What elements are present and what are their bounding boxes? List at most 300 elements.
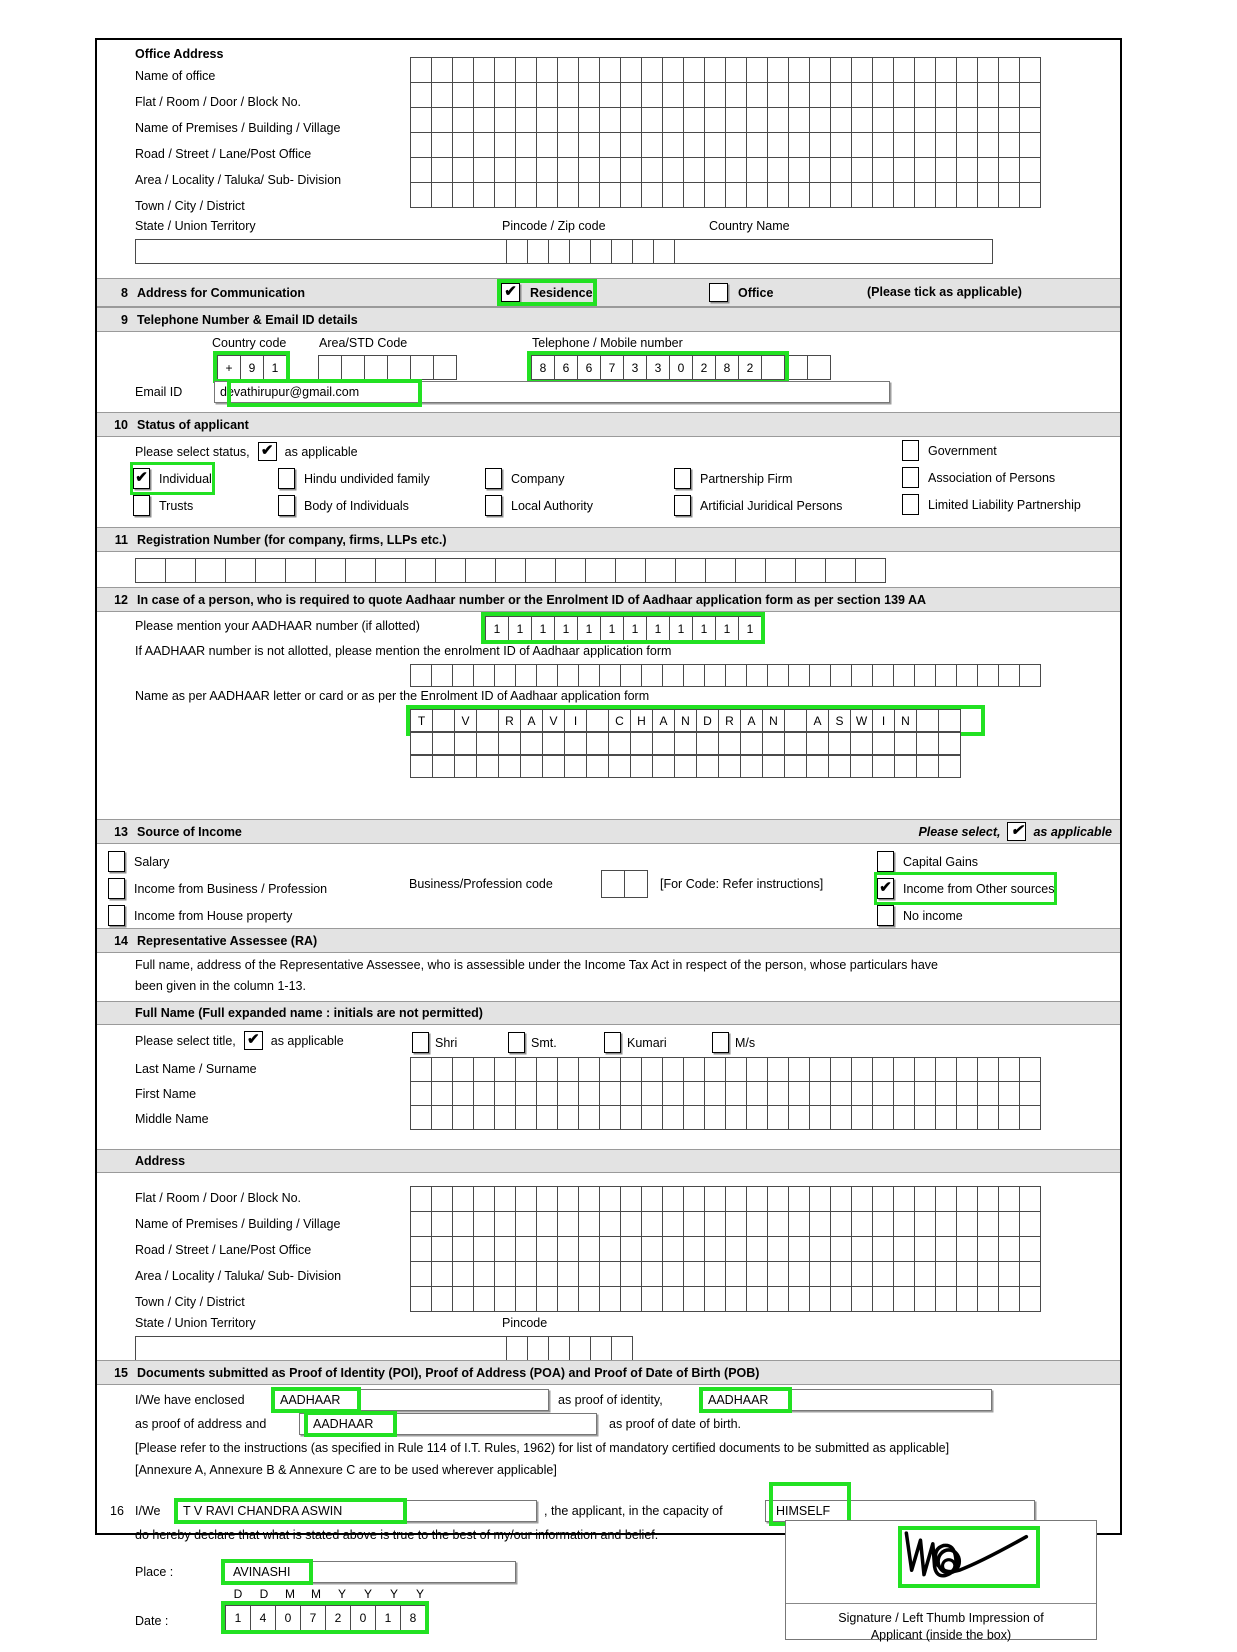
grid-cell[interactable] [788, 1286, 810, 1312]
grid-cell[interactable] [557, 57, 579, 83]
grid-cell[interactable] [893, 132, 915, 158]
grid-cell[interactable] [515, 157, 537, 183]
grid-cell[interactable] [914, 157, 936, 183]
grid-cell[interactable] [725, 1211, 747, 1237]
grid-cell[interactable] [536, 182, 558, 208]
grid-cell[interactable] [452, 82, 474, 108]
grid-cell[interactable] [536, 1105, 558, 1130]
grid-cell[interactable] [498, 755, 521, 778]
grid-cell[interactable] [762, 755, 785, 778]
grid-cell[interactable] [784, 709, 807, 732]
grid-cell[interactable]: 2 [692, 355, 716, 380]
grid-cell[interactable] [641, 57, 663, 83]
grid-cell[interactable] [611, 1336, 633, 1361]
grid-cell[interactable] [825, 558, 856, 583]
grid-cell[interactable] [515, 57, 537, 83]
grid-cell[interactable] [165, 558, 196, 583]
grid-cell[interactable] [515, 1105, 537, 1130]
grid-cell[interactable] [893, 57, 915, 83]
grid-cell[interactable] [494, 82, 516, 108]
grid-cell[interactable] [809, 1186, 831, 1212]
grid-cell[interactable] [872, 1236, 894, 1262]
grid-cell[interactable] [410, 157, 432, 183]
grid-cell[interactable] [641, 1105, 663, 1130]
grid-cell[interactable] [452, 57, 474, 83]
grid-cell[interactable] [662, 82, 684, 108]
grid-cell[interactable] [620, 157, 642, 183]
grid-cell[interactable] [851, 1081, 873, 1106]
grid-cell[interactable] [914, 664, 936, 687]
grid-cell[interactable] [683, 664, 705, 687]
status-option-trusts-checkbox[interactable] [133, 495, 150, 516]
grid-cell[interactable] [557, 1105, 579, 1130]
grid-cell[interactable] [767, 157, 789, 183]
title-option-shri-checkbox[interactable] [412, 1032, 429, 1053]
grid-cell[interactable] [641, 157, 663, 183]
grid-cell[interactable] [494, 107, 516, 133]
grid-cell[interactable] [1019, 157, 1041, 183]
grid-cell[interactable] [662, 1236, 684, 1262]
office-country-small-cells[interactable] [632, 239, 674, 263]
grid-cell[interactable] [515, 132, 537, 158]
grid-cell[interactable] [1019, 664, 1041, 687]
date-cells[interactable] [225, 1605, 425, 1630]
grid-cell[interactable] [599, 1105, 621, 1130]
grid-cell[interactable] [767, 1081, 789, 1106]
grid-cell[interactable] [599, 1286, 621, 1312]
status-option-limited-liability-partnership-checkbox[interactable] [902, 494, 919, 515]
grid-cell[interactable] [809, 107, 831, 133]
grid-cell[interactable]: 3 [623, 355, 647, 380]
grid-cell[interactable] [935, 57, 957, 83]
grid-cell[interactable] [872, 82, 894, 108]
grid-cell[interactable] [788, 182, 810, 208]
grid-cell[interactable] [630, 732, 653, 755]
grid-cell[interactable] [872, 182, 894, 208]
grid-cell[interactable] [620, 1057, 642, 1082]
grid-cell[interactable] [410, 355, 434, 380]
grid-cell[interactable] [914, 107, 936, 133]
grid-cell[interactable]: 1 [375, 1605, 401, 1631]
grid-cell[interactable]: 4 [250, 1605, 276, 1631]
grid-cell[interactable] [590, 1336, 612, 1361]
status-option-partnership-firm[interactable] [674, 465, 842, 492]
grid-cell[interactable]: N [674, 709, 697, 732]
grid-cell[interactable] [578, 107, 600, 133]
grid-cell[interactable] [893, 1261, 915, 1287]
grid-cell[interactable] [998, 157, 1020, 183]
grid-cell[interactable] [608, 732, 631, 755]
grid-cell[interactable] [494, 132, 516, 158]
grid-cell[interactable] [746, 1057, 768, 1082]
grid-cell[interactable]: 2 [738, 355, 762, 380]
grid-cell[interactable] [452, 1186, 474, 1212]
grid-cell[interactable] [662, 1081, 684, 1106]
grid-cell[interactable] [1019, 182, 1041, 208]
grid-cell[interactable] [683, 132, 705, 158]
grid-cell[interactable] [557, 157, 579, 183]
office-address-grid-row[interactable] [410, 57, 1040, 82]
grid-cell[interactable] [977, 182, 999, 208]
grid-cell[interactable] [662, 1261, 684, 1287]
office-pincode-cells[interactable] [506, 239, 632, 263]
grid-cell[interactable] [630, 755, 653, 778]
grid-cell[interactable] [454, 732, 477, 755]
grid-cell[interactable] [914, 1057, 936, 1082]
grid-cell[interactable] [476, 755, 499, 778]
grid-cell[interactable] [830, 1261, 852, 1287]
grid-cell[interactable] [683, 157, 705, 183]
grid-cell[interactable] [195, 558, 226, 583]
grid-cell[interactable] [1019, 132, 1041, 158]
grid-cell[interactable] [674, 732, 697, 755]
grid-cell[interactable] [830, 1286, 852, 1312]
grid-cell[interactable] [476, 732, 499, 755]
grid-cell[interactable] [683, 1261, 705, 1287]
grid-cell[interactable] [809, 664, 831, 687]
enrolment-id-cells[interactable] [410, 664, 1040, 686]
grid-cell[interactable] [938, 732, 961, 755]
grid-cell[interactable] [935, 82, 957, 108]
grid-cell[interactable] [704, 1057, 726, 1082]
grid-cell[interactable] [557, 1186, 579, 1212]
status-option-individual[interactable] [133, 465, 212, 492]
grid-cell[interactable]: 1 [577, 616, 601, 641]
grid-cell[interactable] [956, 57, 978, 83]
grid-cell[interactable] [585, 558, 616, 583]
grid-cell[interactable] [662, 157, 684, 183]
grid-cell[interactable] [620, 82, 642, 108]
grid-cell[interactable] [956, 1211, 978, 1237]
grid-cell[interactable] [410, 1236, 432, 1262]
grid-cell[interactable] [788, 1186, 810, 1212]
grid-cell[interactable] [851, 664, 873, 687]
grid-cell[interactable] [564, 732, 587, 755]
grid-cell[interactable]: I [872, 709, 895, 732]
pob-input[interactable] [299, 1413, 597, 1435]
grid-cell[interactable] [431, 1261, 453, 1287]
grid-cell[interactable]: 1 [600, 616, 624, 641]
grid-cell[interactable] [586, 732, 609, 755]
grid-cell[interactable]: 1 [646, 616, 670, 641]
grid-cell[interactable] [851, 82, 873, 108]
grid-cell[interactable] [515, 1211, 537, 1237]
grid-cell[interactable]: 1 [225, 1605, 251, 1631]
grid-cell[interactable] [788, 664, 810, 687]
office-address-grid-row[interactable] [410, 82, 1040, 107]
grid-cell[interactable] [893, 1186, 915, 1212]
office-country-input[interactable] [674, 239, 993, 264]
grid-cell[interactable] [893, 107, 915, 133]
grid-cell[interactable] [473, 157, 495, 183]
grid-cell[interactable] [767, 664, 789, 687]
grid-cell[interactable] [599, 1081, 621, 1106]
grid-cell[interactable] [285, 558, 316, 583]
grid-cell[interactable] [662, 1105, 684, 1130]
grid-cell[interactable] [557, 664, 579, 687]
grid-cell[interactable] [683, 1081, 705, 1106]
grid-cell[interactable] [135, 558, 166, 583]
grid-cell[interactable] [515, 107, 537, 133]
grid-cell[interactable] [788, 82, 810, 108]
grid-cell[interactable] [998, 664, 1020, 687]
grid-cell[interactable] [641, 1081, 663, 1106]
grid-cell[interactable] [998, 107, 1020, 133]
grid-cell[interactable] [527, 1336, 549, 1361]
grid-cell[interactable] [432, 732, 455, 755]
grid-cell[interactable]: 1 [692, 616, 716, 641]
grid-cell[interactable] [872, 157, 894, 183]
grid-cell[interactable] [683, 1057, 705, 1082]
grid-cell[interactable] [632, 239, 654, 264]
grid-cell[interactable] [788, 1236, 810, 1262]
place-input[interactable] [222, 1561, 516, 1583]
grid-cell[interactable] [784, 355, 808, 380]
grid-cell[interactable] [557, 1261, 579, 1287]
grid-cell[interactable] [431, 1286, 453, 1312]
grid-cell[interactable] [746, 1261, 768, 1287]
grid-cell[interactable] [410, 1186, 432, 1212]
grid-cell[interactable] [557, 1286, 579, 1312]
grid-cell[interactable] [599, 1261, 621, 1287]
grid-cell[interactable] [494, 1081, 516, 1106]
ra-address-grid-row[interactable] [410, 1286, 1040, 1311]
grid-cell[interactable] [683, 182, 705, 208]
grid-cell[interactable] [662, 182, 684, 208]
grid-cell[interactable] [548, 1336, 570, 1361]
grid-cell[interactable] [410, 1211, 432, 1237]
grid-cell[interactable] [956, 1236, 978, 1262]
grid-cell[interactable] [828, 755, 851, 778]
grid-cell[interactable] [341, 355, 365, 380]
status-option-local-authority[interactable] [485, 492, 593, 519]
grid-cell[interactable] [746, 182, 768, 208]
grid-cell[interactable] [872, 1286, 894, 1312]
grid-cell[interactable] [830, 1211, 852, 1237]
grid-cell[interactable]: 8 [531, 355, 555, 380]
grid-cell[interactable] [788, 1261, 810, 1287]
grid-cell[interactable] [735, 558, 766, 583]
grid-cell[interactable] [851, 1286, 873, 1312]
grid-cell[interactable]: A [652, 709, 675, 732]
grid-cell[interactable] [590, 239, 612, 264]
grid-cell[interactable] [788, 1105, 810, 1130]
grid-cell[interactable] [620, 182, 642, 208]
grid-cell[interactable] [662, 1057, 684, 1082]
grid-cell[interactable] [894, 732, 917, 755]
grid-cell[interactable] [809, 1105, 831, 1130]
grid-cell[interactable] [641, 1211, 663, 1237]
title-option-shri[interactable] [412, 1029, 508, 1056]
grid-cell[interactable] [914, 57, 936, 83]
grid-cell[interactable] [704, 1236, 726, 1262]
grid-cell[interactable] [725, 1186, 747, 1212]
grid-cell[interactable] [452, 664, 474, 687]
grid-cell[interactable] [578, 182, 600, 208]
grid-cell[interactable] [641, 82, 663, 108]
office-checkbox[interactable] [709, 283, 728, 302]
grid-cell[interactable] [998, 1236, 1020, 1262]
grid-cell[interactable] [935, 1236, 957, 1262]
grid-cell[interactable] [893, 664, 915, 687]
grid-cell[interactable]: 6 [577, 355, 601, 380]
grid-cell[interactable] [599, 1236, 621, 1262]
grid-cell[interactable] [599, 1211, 621, 1237]
grid-cell[interactable] [704, 1211, 726, 1237]
grid-cell[interactable] [641, 1261, 663, 1287]
grid-cell[interactable] [586, 709, 609, 732]
grid-cell[interactable] [431, 82, 453, 108]
grid-cell[interactable] [916, 755, 939, 778]
grid-cell[interactable] [788, 157, 810, 183]
title-option-kumari-checkbox[interactable] [604, 1032, 621, 1053]
grid-cell[interactable] [893, 82, 915, 108]
grid-cell[interactable] [767, 1057, 789, 1082]
grid-cell[interactable] [599, 664, 621, 687]
grid-cell[interactable] [494, 157, 516, 183]
grid-cell[interactable] [345, 558, 376, 583]
grid-cell[interactable] [683, 107, 705, 133]
grid-cell[interactable] [599, 82, 621, 108]
grid-cell[interactable] [809, 182, 831, 208]
grid-cell[interactable] [473, 664, 495, 687]
grid-cell[interactable] [767, 182, 789, 208]
grid-cell[interactable] [872, 132, 894, 158]
ra-address-grid[interactable] [410, 1186, 1040, 1311]
grid-cell[interactable] [767, 1105, 789, 1130]
poa-input[interactable] [702, 1389, 992, 1411]
grid-cell[interactable] [851, 1211, 873, 1237]
grid-cell[interactable] [977, 1081, 999, 1106]
aadhaar-name-cells[interactable] [410, 709, 960, 731]
grid-cell[interactable] [998, 1186, 1020, 1212]
grid-cell[interactable] [914, 1186, 936, 1212]
grid-cell[interactable] [473, 132, 495, 158]
grid-cell[interactable] [935, 157, 957, 183]
ra-address-grid-row[interactable] [410, 1261, 1040, 1286]
grid-cell[interactable] [473, 57, 495, 83]
grid-cell[interactable]: W [850, 709, 873, 732]
grid-cell[interactable] [762, 732, 785, 755]
grid-cell[interactable] [809, 1057, 831, 1082]
grid-cell[interactable]: 0 [669, 355, 693, 380]
grid-cell[interactable] [893, 1057, 915, 1082]
ra-address-grid-row[interactable] [410, 1186, 1040, 1211]
grid-cell[interactable] [506, 1336, 528, 1361]
grid-cell[interactable] [767, 82, 789, 108]
grid-cell[interactable] [611, 239, 633, 264]
grid-cell[interactable]: N [894, 709, 917, 732]
grid-cell[interactable]: 1 [715, 616, 739, 641]
declarant-name-input[interactable] [177, 1500, 537, 1522]
grid-cell[interactable] [704, 57, 726, 83]
grid-cell[interactable] [696, 732, 719, 755]
grid-cell[interactable] [473, 1186, 495, 1212]
grid-cell[interactable] [704, 107, 726, 133]
grid-cell[interactable] [893, 157, 915, 183]
grid-cell[interactable] [452, 1057, 474, 1082]
grid-cell[interactable] [557, 107, 579, 133]
grid-cell[interactable] [784, 755, 807, 778]
grid-cell[interactable] [578, 1211, 600, 1237]
ra-name-grid-row[interactable] [410, 1081, 1040, 1105]
grid-cell[interactable]: 1 [669, 616, 693, 641]
income-option-no-income[interactable] [877, 902, 1054, 929]
grid-cell[interactable] [675, 558, 706, 583]
grid-cell[interactable] [578, 1261, 600, 1287]
grid-cell[interactable] [746, 132, 768, 158]
grid-cell[interactable] [578, 664, 600, 687]
grid-cell[interactable] [977, 107, 999, 133]
grid-cell[interactable] [977, 1105, 999, 1130]
ra-address-grid-row[interactable] [410, 1211, 1040, 1236]
grid-cell[interactable] [977, 1261, 999, 1287]
grid-cell[interactable] [746, 664, 768, 687]
grid-cell[interactable] [977, 82, 999, 108]
grid-cell[interactable] [473, 1261, 495, 1287]
grid-cell[interactable] [387, 355, 411, 380]
grid-cell[interactable] [578, 157, 600, 183]
capacity-input[interactable] [765, 1500, 1035, 1522]
grid-cell[interactable] [795, 558, 826, 583]
grid-cell[interactable] [315, 558, 346, 583]
grid-cell[interactable] [578, 82, 600, 108]
grid-cell[interactable] [653, 239, 675, 264]
grid-cell[interactable] [557, 1081, 579, 1106]
grid-cell[interactable] [1019, 82, 1041, 108]
grid-cell[interactable] [515, 182, 537, 208]
status-option-government-checkbox[interactable] [902, 440, 919, 461]
grid-cell[interactable] [620, 107, 642, 133]
status-option-body-of-individuals-checkbox[interactable] [278, 495, 295, 516]
grid-cell[interactable] [683, 57, 705, 83]
grid-cell[interactable] [536, 1057, 558, 1082]
grid-cell[interactable] [830, 82, 852, 108]
grid-cell[interactable] [704, 1081, 726, 1106]
grid-cell[interactable] [555, 558, 586, 583]
grid-cell[interactable] [914, 82, 936, 108]
grid-cell[interactable] [767, 132, 789, 158]
grid-cell[interactable] [578, 132, 600, 158]
grid-cell[interactable] [494, 1057, 516, 1082]
grid-cell[interactable] [746, 1105, 768, 1130]
grid-cell[interactable] [615, 558, 646, 583]
grid-cell[interactable]: 2 [325, 1605, 351, 1631]
grid-cell[interactable] [718, 755, 741, 778]
grid-cell[interactable] [761, 355, 785, 380]
grid-cell[interactable] [498, 732, 521, 755]
grid-cell[interactable] [410, 107, 432, 133]
grid-cell[interactable] [431, 664, 453, 687]
grid-cell[interactable] [652, 755, 675, 778]
grid-cell[interactable] [410, 182, 432, 208]
grid-cell[interactable] [494, 1211, 516, 1237]
grid-cell[interactable] [830, 1186, 852, 1212]
status-option-trusts[interactable] [133, 492, 212, 519]
grid-cell[interactable] [494, 1261, 516, 1287]
grid-cell[interactable] [452, 1211, 474, 1237]
grid-cell[interactable] [536, 1236, 558, 1262]
grid-cell[interactable] [599, 132, 621, 158]
grid-cell[interactable]: V [454, 709, 477, 732]
grid-cell[interactable] [914, 182, 936, 208]
grid-cell[interactable] [725, 182, 747, 208]
signature-box[interactable] [785, 1520, 1097, 1640]
grid-cell[interactable]: 0 [350, 1605, 376, 1631]
status-option-individual-checkbox[interactable] [133, 468, 150, 489]
grid-cell[interactable] [410, 57, 432, 83]
grid-cell[interactable] [725, 1081, 747, 1106]
